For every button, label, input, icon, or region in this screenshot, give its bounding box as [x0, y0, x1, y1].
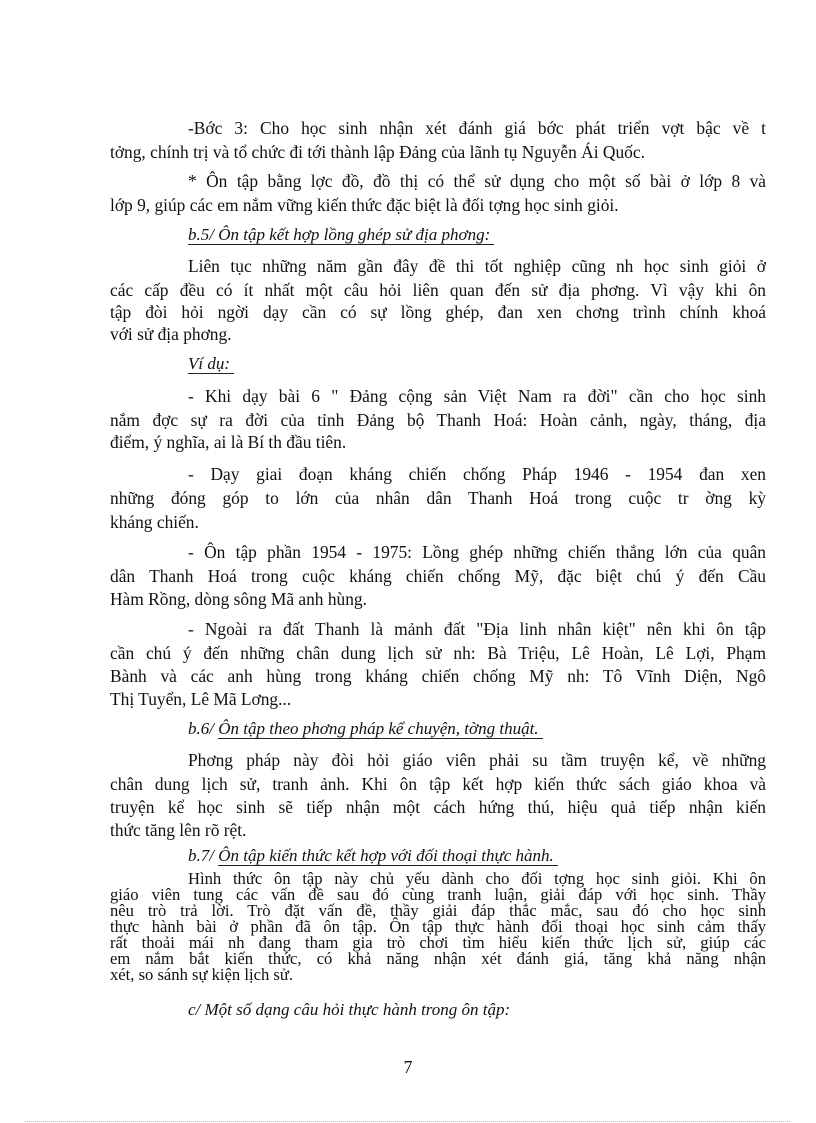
heading-prefix: b.7/ [188, 846, 214, 865]
paragraph-line: tởng, chính trị và tổ chức đi tới thành lập Đảng của lãnh tụ Nguyễn Ái Quốc. [110, 142, 645, 162]
heading-prefix: b.6/ [188, 719, 214, 738]
page-boundary-divider [25, 1121, 790, 1122]
paragraph-line: Bành và các anh hùng trong kháng chiến chống Mỹ nh: Tô Vĩnh Diện, Ngô [110, 666, 766, 686]
paragraph-line: điểm, ý nghĩa, ai là Bí th đầu tiên. [110, 432, 347, 452]
section-heading-c [188, 999, 510, 1021]
paragraph-line: lớp 9, giúp các em nắm vững kiến thức đặc biệt là đối tợng học sinh giỏi. [110, 195, 619, 215]
heading-text: Ví dụ: [188, 354, 231, 373]
paragraph-line: tập đòi hỏi ngời dạy cần có sự lồng ghép, đan xen chơng trình chính khoá [110, 302, 766, 322]
paragraph-line: các cấp đều có ít nhất một câu hỏi liên quan đến sử địa phơng. Vì vậy khi ôn [110, 280, 766, 300]
heading-text: Ôn tập theo phơng pháp kể chuyện, tờng thuật. [218, 719, 539, 738]
paragraph-line: cần chú ý đến những chân dung lịch sử nh: Bà Triệu, Lê Hoàn, Lê Lợi, Phạm [110, 643, 766, 663]
paragraph-line: * Ôn tập bằng lợc đồ, đồ thị có thể sử dụng cho một số bài ở lớp 8 và [188, 171, 766, 191]
paragraph-line: nêu trò trả lời. Trò đặt vấn đề, thầy giải đáp thắc mắc, sau đó cho học sinh [110, 901, 766, 920]
paragraph-line: Hình thức ôn tập này chủ yếu dành cho đối tợng học sinh giỏi. Khi ôn [188, 869, 766, 888]
paragraph-line: - Khi dạy bài 6 " Đảng cộng sản Việt Nam ra đời" cần cho học sinh [188, 386, 766, 406]
paragraph-line: dân Thanh Hoá trong cuộc kháng chiến chống Mỹ, đặc biệt chú ý đến Cầu [110, 566, 766, 586]
paragraph-line: Thị Tuyển, Lê Mã Lơng... [110, 689, 292, 709]
section-heading-b5 [188, 224, 494, 246]
paragraph-line: - Ôn tập phần 1954 - 1975: Lồng ghép những chiến thắng lớn của quân [188, 542, 766, 562]
paragraph-line: chân dung lịch sử, tranh ảnh. Khi ôn tập kết hợp kiến thức sách giáo khoa và [110, 774, 766, 794]
heading-prefix: b.5/ [188, 225, 214, 244]
paragraph-line: em nắm bắt kiến thức, có khả năng nhận xét đánh giá, tăng khả năng nhận [110, 949, 766, 968]
paragraph-line: giáo viên tung các vấn đề sau đó cùng tranh luận, giải đáp với học sinh. Thầy [110, 885, 766, 904]
paragraph-line: thức tăng lên rõ rệt. [110, 820, 247, 840]
paragraph-line: thực hành bài ở phần đã ôn tập. Ôn tập thực hành đối thoại học sinh cảm thấy [110, 917, 766, 936]
paragraph-line: rất thoải mái nh đang tham gia trò chơi tìm hiểu kiến thức lịch sử, giúp các [110, 933, 766, 952]
paragraph-line: kháng chiến. [110, 512, 199, 532]
paragraph-line: Liên tục những năm gần đây đề thi tốt nghiệp cũng nh học sinh giỏi ở [188, 256, 766, 276]
section-heading-b7 [188, 845, 558, 867]
heading-text: Ôn tập kiến thức kết hợp với đối thoại thực hành. [218, 846, 554, 865]
heading-text: c/ Một số dạng câu hỏi thực hành trong ôn tập: [188, 1000, 511, 1019]
paragraph-line: truyện kể học sinh sẽ tiếp nhận một cách hứng thú, hiệu quả tiếp nhận kiến [110, 797, 766, 817]
paragraph-line: xét, so sánh sự kiện lịch sử. [110, 965, 293, 984]
paragraph-line: - Ngoài ra đất Thanh là mảnh đất "Địa linh nhân kiệt" nên khi ôn tập [188, 619, 766, 639]
paragraph-line: những đóng góp to lớn của nhân dân Thanh Hoá trong cuộc tr ờng kỳ [110, 488, 766, 508]
example-heading [188, 353, 234, 375]
paragraph-line: với sử địa phơng. [110, 324, 232, 344]
section-heading-b6 [188, 718, 543, 740]
paragraph-line: - Dạy giai đoạn kháng chiến chống Pháp 1946 - 1954 đan xen [188, 464, 766, 484]
paragraph-line: Hàm Rồng, dòng sông Mã anh hùng. [110, 589, 367, 609]
page-number: 7 [403, 1057, 413, 1077]
paragraph-line: Phơng pháp này đòi hỏi giáo viên phải su tầm truyện kể, về những [188, 750, 766, 770]
heading-text: Ôn tập kết hợp lồng ghép sử địa phơng: [218, 225, 491, 244]
paragraph-line: nắm đợc sự ra đời của tỉnh Đảng bộ Thanh Hoá: Hoàn cảnh, ngày, tháng, địa [110, 410, 766, 430]
paragraph-line: -Bớc 3: Cho học sinh nhận xét đánh giá bớc phát triển vợt bậc về t [188, 118, 766, 138]
